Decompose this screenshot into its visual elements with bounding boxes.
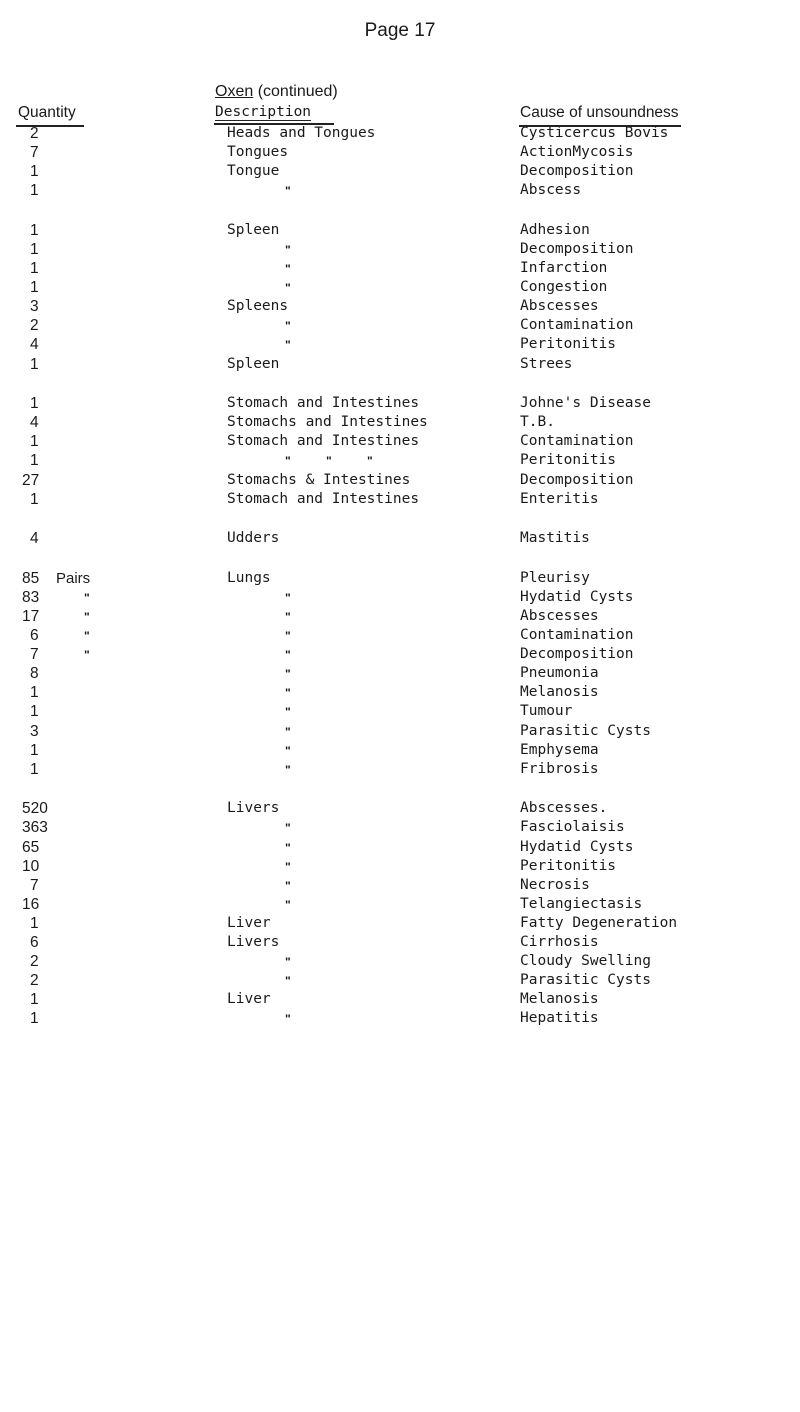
cause-cell: Johne's Disease — [520, 395, 651, 412]
quantity-cell: 7 — [30, 876, 39, 894]
quantity-cell: 363 — [22, 819, 48, 837]
description-cell: " — [285, 762, 291, 777]
cause-cell: Fasciolaisis — [520, 819, 625, 836]
quantity-cell: 7 — [30, 144, 39, 162]
cause-cell: Contamination — [520, 627, 634, 644]
description-cell: " — [285, 705, 291, 720]
quantity-unit-cell: " — [84, 629, 90, 644]
quantity-cell: 10 — [22, 857, 40, 875]
description-cell: Stomach and Intestines — [227, 490, 420, 507]
quantity-cell: 1 — [30, 240, 39, 258]
description-cell: " — [285, 590, 291, 605]
cause-cell: Contamination — [520, 433, 634, 450]
table-row — [0, 433, 800, 452]
quantity-cell: 1 — [30, 433, 39, 451]
cause-cell: Hepatitis — [520, 1010, 599, 1027]
quantity-cell: 27 — [22, 471, 40, 489]
table-row — [0, 934, 800, 953]
quantity-cell: 1 — [30, 760, 39, 778]
cause-cell: Adhesion — [520, 221, 590, 238]
description-cell: Heads and Tongues — [227, 125, 376, 141]
table-row — [0, 589, 800, 608]
description-cell: " — [285, 338, 291, 353]
condemnation-table — [0, 125, 800, 1029]
description-cell: " — [285, 281, 291, 296]
cause-cell: Pneumonia — [520, 665, 599, 682]
quantity-cell: 1 — [30, 490, 39, 508]
quantity-cell: 6 — [30, 933, 39, 951]
table-row — [0, 953, 800, 972]
cause-cell: Fatty Degeneration — [520, 914, 678, 931]
quantity-cell: 1 — [30, 279, 39, 297]
cause-cell: Fribrosis — [520, 760, 599, 777]
table-row — [0, 665, 800, 684]
section-title — [215, 83, 338, 101]
table-row — [0, 800, 800, 819]
table-row — [0, 222, 800, 241]
quantity-cell: 8 — [30, 665, 39, 683]
description-cell: Lungs — [227, 569, 271, 586]
table-row — [0, 819, 800, 838]
quantity-cell: 6 — [30, 627, 39, 645]
cause-cell: Enteritis — [520, 490, 599, 507]
quantity-cell: 7 — [30, 646, 39, 664]
description-cell: " — [285, 667, 291, 682]
table-row — [0, 491, 800, 510]
section-title-suffix: (continued) — [253, 83, 338, 100]
description-cell: " — [285, 724, 291, 739]
table-row — [0, 627, 800, 646]
cause-cell: Parasitic Cysts — [520, 972, 651, 989]
quantity-cell: 3 — [30, 722, 39, 740]
quantity-cell: 1 — [30, 355, 39, 373]
table-row — [0, 356, 800, 375]
table-row — [0, 972, 800, 991]
description-cell: " — [285, 955, 291, 970]
cause-cell: Abscesses — [520, 298, 599, 315]
cause-cell: Abscesses. — [520, 800, 608, 817]
table-row — [0, 723, 800, 742]
table-row — [0, 684, 800, 703]
cause-cell: Contamination — [520, 317, 634, 334]
table-row — [0, 530, 800, 549]
table-row — [0, 414, 800, 433]
quantity-cell: 85 — [22, 569, 40, 587]
quantity-cell: 2 — [30, 125, 39, 142]
description-cell: Stomachs & Intestines — [227, 471, 411, 488]
quantity-cell: 1 — [30, 395, 39, 413]
quantity-cell: 17 — [22, 607, 40, 625]
cause-cell: Strees — [520, 355, 573, 372]
cause-cell: Infarction — [520, 260, 608, 277]
cause-cell: Cloudy Swelling — [520, 953, 651, 970]
quantity-cell: 2 — [30, 953, 39, 971]
cause-cell: Peritonitis — [520, 452, 617, 469]
cause-cell: T.B. — [520, 414, 555, 431]
table-row — [0, 858, 800, 877]
table-row — [0, 317, 800, 336]
quantity-cell: 2 — [30, 317, 39, 335]
quantity-cell: 1 — [30, 221, 39, 239]
quantity-unit-cell: " — [84, 648, 90, 663]
table-row — [0, 395, 800, 414]
table-row — [0, 646, 800, 665]
table-row — [0, 298, 800, 317]
description-cell: Livers — [227, 933, 280, 950]
cause-cell: Tumour — [520, 703, 573, 720]
page-number: Page 17 — [364, 20, 436, 41]
table-row — [0, 742, 800, 761]
cause-cell: ActionMycosis — [520, 144, 634, 161]
cause-cell: Abscess — [520, 182, 582, 199]
quantity-cell: 1 — [30, 163, 39, 181]
cause-cell: Hydatid Cysts — [520, 838, 634, 855]
quantity-cell: 1 — [30, 1010, 39, 1028]
quantity-unit-cell: " — [84, 609, 90, 624]
table-row — [0, 991, 800, 1010]
description-cell: Tongue — [227, 163, 280, 180]
cause-cell: Necrosis — [520, 876, 590, 893]
cause-cell: Emphysema — [520, 741, 599, 758]
quantity-unit-cell: " — [84, 590, 90, 605]
description-cell: Stomachs and Intestines — [227, 414, 428, 431]
quantity-cell: 1 — [30, 684, 39, 702]
description-cell: Liver — [227, 991, 271, 1008]
description-cell: " " " — [285, 454, 373, 469]
table-row — [0, 915, 800, 934]
table-row — [0, 182, 800, 201]
table-row — [0, 761, 800, 780]
cause-cell: Decomposition — [520, 646, 634, 663]
cause-cell: Telangiectasis — [520, 895, 643, 912]
description-cell: " — [285, 319, 291, 334]
cause-cell: Cysticercus Bovis — [520, 125, 669, 141]
cause-cell: Pleurisy — [520, 569, 590, 586]
cause-cell: Melanosis — [520, 991, 599, 1008]
table-row — [0, 608, 800, 627]
table-row — [0, 472, 800, 491]
cause-cell: Abscesses — [520, 607, 599, 624]
table-row — [0, 703, 800, 722]
cause-cell: Melanosis — [520, 684, 599, 701]
quantity-cell: 65 — [22, 838, 40, 856]
quantity-cell: 16 — [22, 895, 40, 913]
cause-cell: Decomposition — [520, 240, 634, 257]
description-cell: Spleens — [227, 298, 289, 315]
quantity-column-header: Quantity — [18, 104, 76, 121]
cause-cell: Peritonitis — [520, 336, 617, 353]
cause-column-header: Cause of unsoundness — [520, 104, 679, 121]
description-cell: Spleen — [227, 355, 280, 372]
section-title-animal: Oxen — [215, 83, 254, 100]
description-cell: Tongues — [227, 144, 289, 161]
quantity-cell: 1 — [30, 452, 39, 470]
table-row — [0, 1010, 800, 1029]
quantity-cell: 1 — [30, 991, 39, 1009]
quantity-cell: 1 — [30, 703, 39, 721]
description-cell: " — [285, 859, 291, 874]
quantity-cell: 1 — [30, 182, 39, 200]
quantity-unit-cell: Pairs — [56, 569, 91, 587]
table-row — [0, 839, 800, 858]
cause-cell: Decomposition — [520, 163, 634, 180]
description-cell: " — [285, 897, 291, 912]
description-cell: Spleen — [227, 221, 280, 238]
description-cell: Udders — [227, 530, 280, 547]
table-row — [0, 163, 800, 182]
table-row — [0, 570, 800, 589]
quantity-cell: 1 — [30, 741, 39, 759]
description-cell: " — [285, 974, 291, 989]
quantity-cell: 2 — [30, 972, 39, 990]
description-cell: " — [285, 609, 291, 624]
table-row — [0, 896, 800, 915]
description-cell: " — [285, 629, 291, 644]
table-row — [0, 260, 800, 279]
description-cell: Stomach and Intestines — [227, 395, 420, 412]
cause-cell: Parasitic Cysts — [520, 722, 651, 739]
cause-cell: Congestion — [520, 279, 608, 296]
cause-cell: Cirrhosis — [520, 933, 599, 950]
description-cell: " — [285, 743, 291, 758]
description-cell: " — [285, 184, 291, 199]
description-cell: Liver — [227, 914, 271, 931]
table-row — [0, 279, 800, 298]
description-cell: " — [285, 840, 291, 855]
quantity-cell: 4 — [30, 336, 39, 354]
table-row — [0, 452, 800, 471]
cause-cell: Peritonitis — [520, 857, 617, 874]
description-cell: " — [285, 1012, 291, 1027]
quantity-cell: 3 — [30, 298, 39, 316]
quantity-cell: 83 — [22, 588, 40, 606]
table-row — [0, 125, 800, 144]
cause-cell: Mastitis — [520, 530, 590, 547]
table-row — [0, 336, 800, 355]
table-row — [0, 877, 800, 896]
description-cell: " — [285, 878, 291, 893]
description-column-header: Description — [215, 104, 312, 120]
cause-cell: Hydatid Cysts — [520, 588, 634, 605]
quantity-cell: 4 — [30, 530, 39, 548]
quantity-cell: 1 — [30, 914, 39, 932]
description-cell: " — [285, 262, 291, 277]
description-cell: " — [285, 242, 291, 257]
table-row — [0, 144, 800, 163]
description-cell: " — [285, 648, 291, 663]
description-cell: " — [285, 686, 291, 701]
description-cell: Stomach and Intestines — [227, 433, 420, 450]
table-row — [0, 241, 800, 260]
description-cell: Livers — [227, 800, 280, 817]
quantity-cell: 1 — [30, 260, 39, 278]
cause-cell: Decomposition — [520, 471, 634, 488]
quantity-cell: 520 — [22, 800, 48, 818]
quantity-cell: 4 — [30, 414, 39, 432]
description-cell: " — [285, 821, 291, 836]
